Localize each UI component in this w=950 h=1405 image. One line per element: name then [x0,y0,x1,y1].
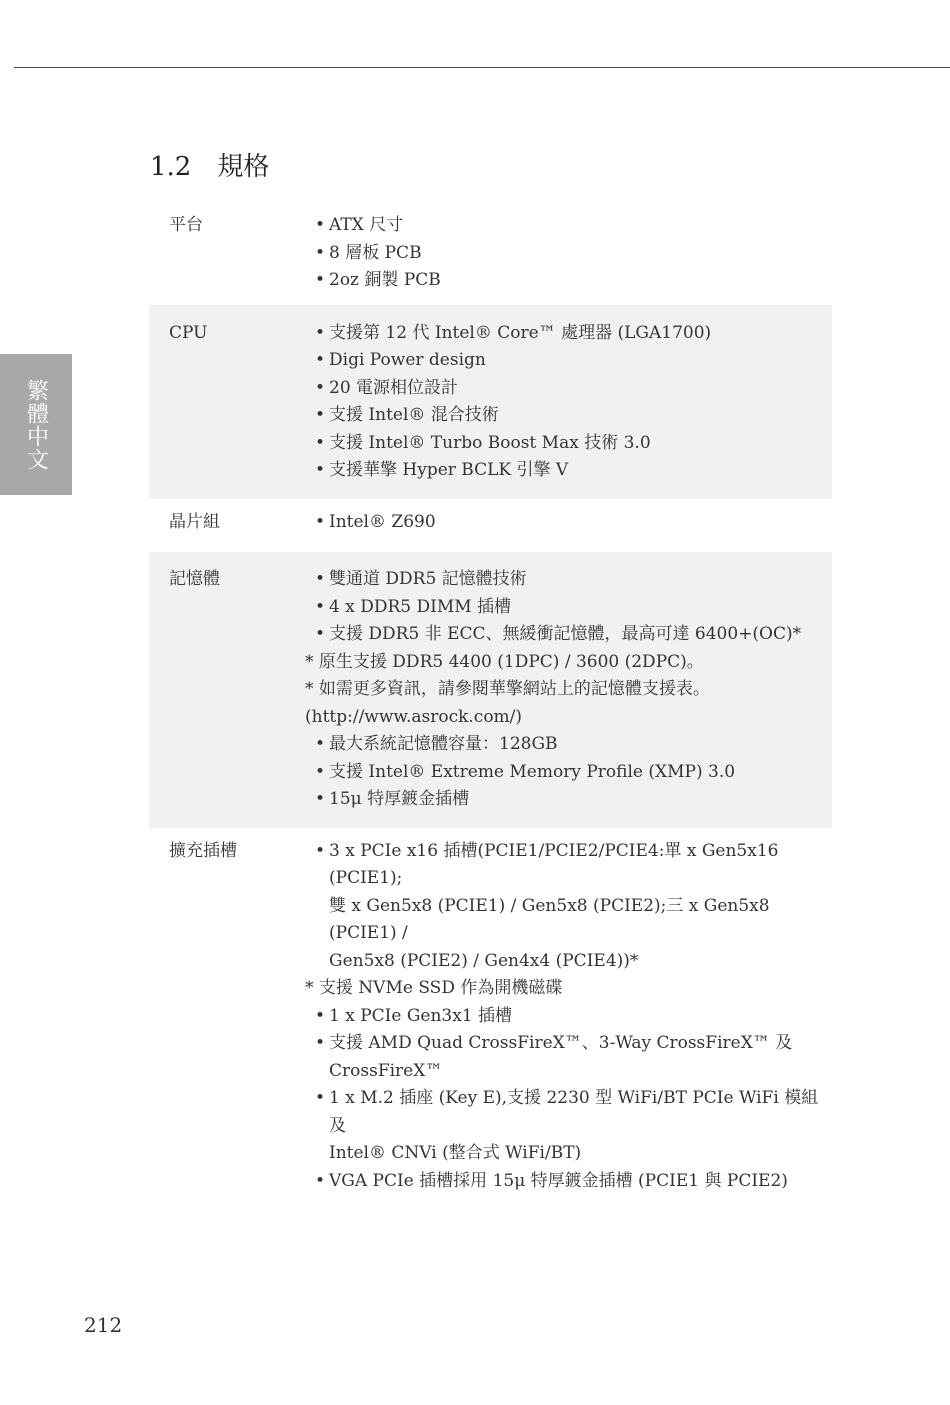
spec-item: 雙 x Gen5x8 (PCIE1) / Gen5x8 (PCIE2);三 x Gen5x8 (PCIE1) / [329,895,770,943]
spec-item: CrossFireX™ [329,1060,443,1081]
spec-item: • 支援 Intel® Turbo Boost Max 技術 3.0 [301,430,832,458]
section-number: 1.2 [150,152,192,182]
page-number: 212 [84,1313,123,1337]
spec-item: • 15μ 特厚鍍金插槽 [301,786,832,814]
spec-item[interactable]: (http://www.asrock.com/) [305,706,523,727]
spec-item: • 支援 Intel® 混合技術 [301,402,832,430]
language-tab-label: 繁體中文 [23,378,49,471]
spec-table [149,208,832,1209]
spec-items [301,509,832,537]
spec-item: • 1 x PCIe Gen3x1 插槽 [301,1003,832,1031]
spec-note: * 原生支援 DDR5 4400 (1DPC) / 3600 (2DPC)。 [305,651,704,672]
spec-item: • ATX 尺寸 [301,212,832,240]
spec-item: • 8 層板 PCB [301,240,832,268]
spec-row [149,499,832,553]
spec-label: 擴充插槽 [169,840,237,861]
spec-items [301,566,832,814]
spec-item: • 4 x DDR5 DIMM 插槽 [301,594,832,622]
spec-row [149,208,832,305]
spec-note: * 如需更多資訊，請參閱華擎網站上的記憶體支援表。 [305,679,710,699]
spec-item: • VGA PCIe 插槽採用 15μ 特厚鍍金插槽 (PCIE1 與 PCIE2) [301,1168,832,1196]
spec-row [149,305,832,499]
section-title-text: 規格 [217,152,270,182]
spec-item: • Intel® Z690 [301,509,832,537]
spec-note: * 支援 NVMe SSD 作為開機磁碟 [305,978,563,998]
spec-label: 平台 [169,215,203,235]
spec-item: • 支援第 12 代 Intel® Core™ 處理器 (LGA1700) [301,320,832,348]
spec-items [301,212,832,295]
spec-items [301,838,832,1196]
spec-item: • 支援 AMD Quad CrossFireX™、3-Way CrossFireX™ 及 [301,1030,832,1058]
spec-item: • 2oz 銅製 PCB [301,267,832,295]
spec-item: • 支援 DDR5 非 ECC、無緩衝記憶體，最高可達 6400+(OC)* [301,621,832,649]
spec-item: • 支援 Intel® Extreme Memory Profile (XMP) 3.0 [301,759,832,787]
spec-item: • Digi Power design [301,347,832,375]
spec-item: Gen5x8 (PCIE2) / Gen4x4 (PCIE4))* [329,950,639,971]
spec-item: Intel® CNVi (整合式 WiFi/BT) [329,1143,582,1163]
section-title [150,146,269,183]
spec-item: • 3 x PCIe x16 插槽(PCIE1/PCIE2/PCIE4:單 x Gen5x16 (PCIE1); [301,838,832,893]
spec-row [149,828,832,1210]
spec-item: • 雙通道 DDR5 記憶體技術 [301,566,832,594]
spec-item: • 20 電源相位設計 [301,375,832,403]
spec-row [149,552,832,828]
spec-label: 記憶體 [169,569,220,589]
header-rule [14,67,950,68]
spec-label: 晶片組 [169,511,220,532]
spec-item: • 1 x M.2 插座 (Key E),支援 2230 型 WiFi/BT PCIe WiFi 模組及 [301,1085,832,1140]
spec-item: • 最大系統記憶體容量：128GB [301,731,832,759]
spec-label: CPU [169,322,208,343]
language-side-tab [0,354,72,495]
spec-items [301,320,832,485]
spec-item: • 支援華擎 Hyper BCLK 引擎 V [301,457,832,485]
